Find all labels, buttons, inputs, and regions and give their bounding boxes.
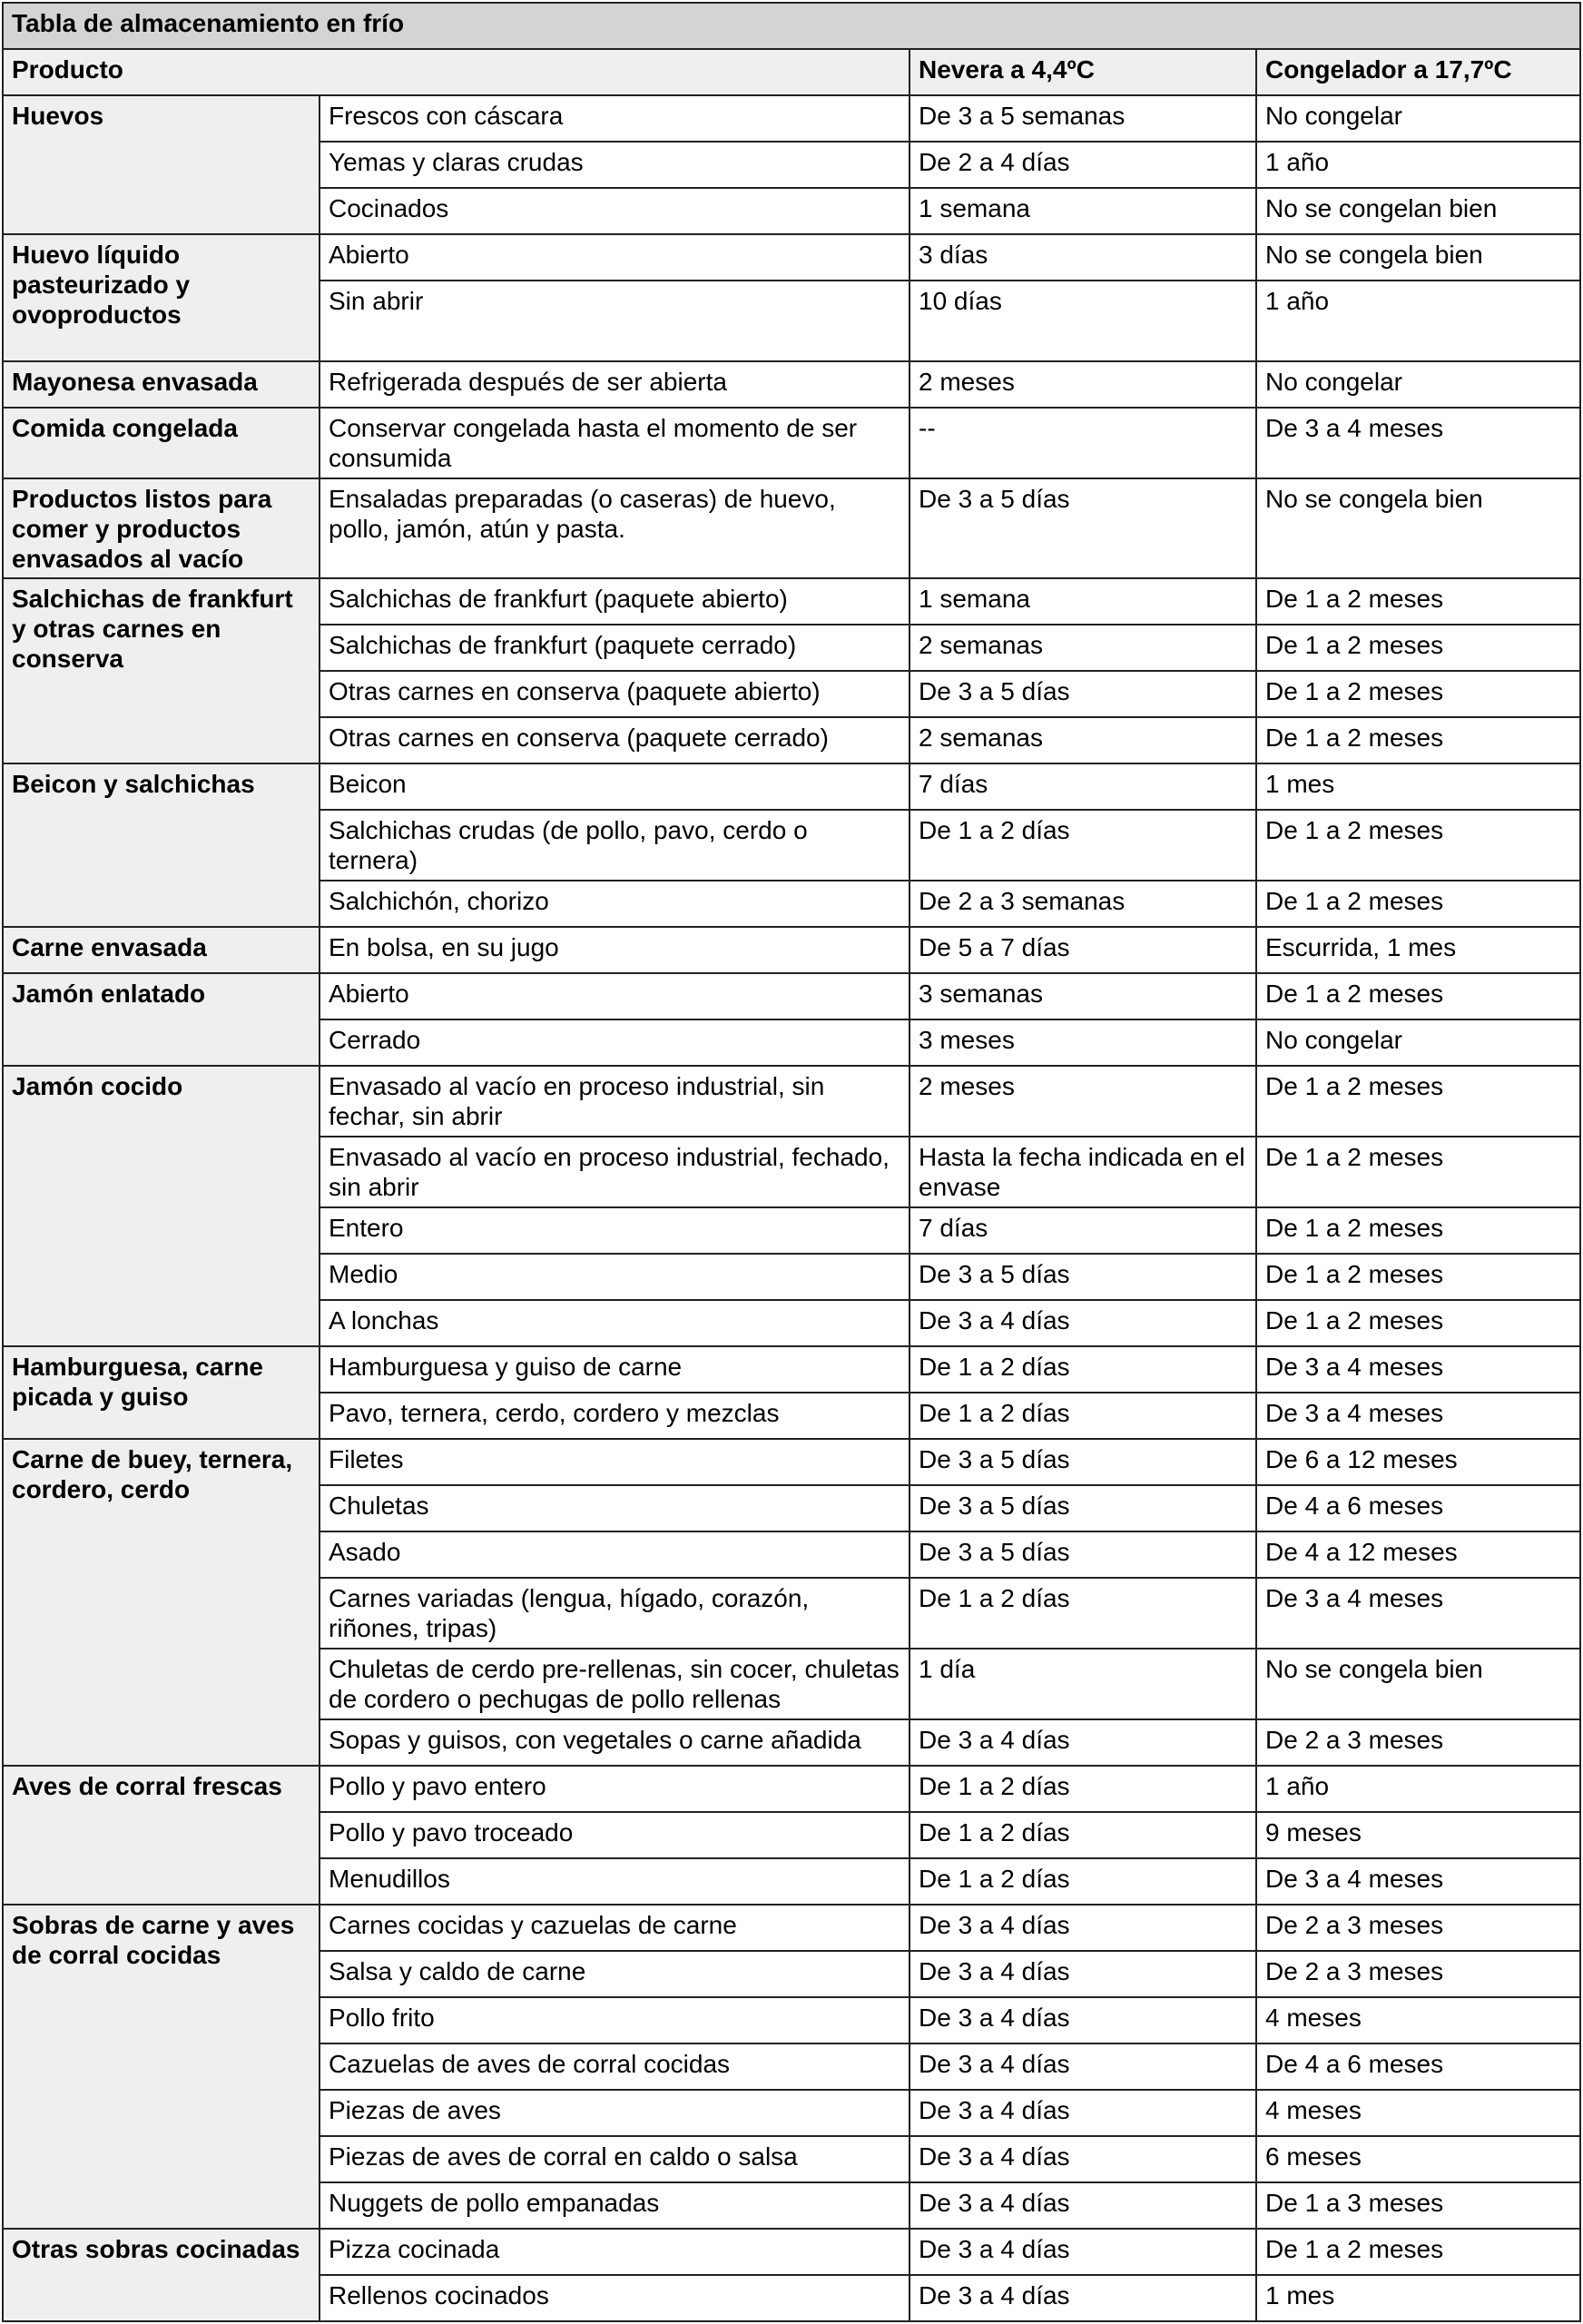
fridge-cell: De 3 a 4 días: [909, 2275, 1256, 2321]
fridge-cell: De 1 a 2 días: [909, 1393, 1256, 1439]
fridge-cell: De 3 a 4 días: [909, 1951, 1256, 1997]
freezer-cell: 4 meses: [1256, 1997, 1580, 2043]
fridge-cell: --: [909, 408, 1256, 478]
item-cell: Cocinados: [320, 188, 909, 234]
fridge-cell: 2 semanas: [909, 717, 1256, 763]
fridge-cell: Hasta la fecha indicada en el envase: [909, 1137, 1256, 1207]
item-cell: Refrigerada después de ser abierta: [320, 361, 909, 408]
freezer-cell: No se congela bien: [1256, 234, 1580, 281]
item-cell: Rellenos cocinados: [320, 2275, 909, 2321]
item-cell: Salsa y caldo de carne: [320, 1951, 909, 1997]
freezer-cell: De 1 a 2 meses: [1256, 1207, 1580, 1254]
table-row: [3, 234, 1580, 281]
freezer-cell: 9 meses: [1256, 1812, 1580, 1858]
item-cell: Envasado al vacío en proceso industrial, fechado, sin abrir: [320, 1137, 909, 1207]
freezer-cell: De 1 a 2 meses: [1256, 1254, 1580, 1300]
fridge-cell: 2 meses: [909, 1066, 1256, 1137]
item-cell: En bolsa, en su jugo: [320, 927, 909, 973]
fridge-cell: De 1 a 2 días: [909, 1766, 1256, 1812]
fridge-cell: 3 semanas: [909, 973, 1256, 1019]
table-row: [3, 1905, 1580, 1951]
freezer-cell: De 1 a 2 meses: [1256, 671, 1580, 717]
fridge-cell: De 3 a 5 días: [909, 1485, 1256, 1531]
item-cell: Cerrado: [320, 1019, 909, 1066]
item-cell: Cazuelas de aves de corral cocidas: [320, 2043, 909, 2090]
fridge-cell: De 2 a 3 semanas: [909, 881, 1256, 927]
product-name-cell: Salchichas de frankfurt y otras carnes en conserva: [3, 578, 320, 763]
table-body: [3, 95, 1580, 2321]
table-row: [3, 1066, 1580, 1137]
freezer-cell: No se congelan bien: [1256, 188, 1580, 234]
item-cell: Entero: [320, 1207, 909, 1254]
freezer-cell: De 1 a 3 meses: [1256, 2182, 1580, 2229]
freezer-cell: De 3 a 4 meses: [1256, 1393, 1580, 1439]
item-cell: A lonchas: [320, 1300, 909, 1346]
item-cell: Envasado al vacío en proceso industrial, sin fechar, sin abrir: [320, 1066, 909, 1137]
item-cell: Carnes variadas (lengua, hígado, corazón, riñones, tripas): [320, 1578, 909, 1649]
item-cell: Abierto: [320, 234, 909, 281]
freezer-cell: De 1 a 2 meses: [1256, 973, 1580, 1019]
product-name-cell: Beicon y salchichas: [3, 763, 320, 927]
item-cell: Hamburguesa y guiso de carne: [320, 1346, 909, 1393]
fridge-cell: De 3 a 4 días: [909, 1719, 1256, 1766]
product-name-cell: Carne de buey, ternera, cordero, cerdo: [3, 1439, 320, 1766]
freezer-cell: 1 año: [1256, 1766, 1580, 1812]
fridge-cell: De 3 a 5 semanas: [909, 95, 1256, 142]
fridge-cell: De 3 a 4 días: [909, 1997, 1256, 2043]
freezer-cell: 1 mes: [1256, 763, 1580, 810]
freezer-cell: De 4 a 6 meses: [1256, 1485, 1580, 1531]
fridge-cell: De 3 a 4 días: [909, 2182, 1256, 2229]
item-cell: Chuletas de cerdo pre-rellenas, sin cocer, chuletas de cordero o pechugas de pollo rellenas: [320, 1649, 909, 1719]
item-cell: Pizza cocinada: [320, 2229, 909, 2275]
freezer-cell: De 3 a 4 meses: [1256, 1858, 1580, 1905]
product-name-cell: Hamburguesa, carne picada y guiso: [3, 1346, 320, 1439]
freezer-cell: De 4 a 12 meses: [1256, 1531, 1580, 1578]
freezer-cell: De 1 a 2 meses: [1256, 1066, 1580, 1137]
table-row: [3, 578, 1580, 625]
product-name-cell: Productos listos para comer y productos envasados al vacío: [3, 478, 320, 578]
item-cell: Chuletas: [320, 1485, 909, 1531]
product-name-cell: Otras sobras cocinadas: [3, 2229, 320, 2321]
freezer-cell: De 1 a 2 meses: [1256, 810, 1580, 881]
freezer-cell: De 1 a 2 meses: [1256, 1137, 1580, 1207]
freezer-cell: De 2 a 3 meses: [1256, 1951, 1580, 1997]
freezer-cell: De 1 a 2 meses: [1256, 625, 1580, 671]
item-cell: Menudillos: [320, 1858, 909, 1905]
item-cell: Pollo y pavo entero: [320, 1766, 909, 1812]
item-cell: Pollo y pavo troceado: [320, 1812, 909, 1858]
fridge-cell: De 1 a 2 días: [909, 1578, 1256, 1649]
freezer-cell: De 3 a 4 meses: [1256, 1578, 1580, 1649]
header-product: Producto: [3, 49, 909, 95]
table-row: [3, 1439, 1580, 1485]
product-name-cell: Comida congelada: [3, 408, 320, 478]
table-row: [3, 973, 1580, 1019]
fridge-cell: 2 semanas: [909, 625, 1256, 671]
table-row: [3, 2229, 1580, 2275]
product-name-cell: Carne envasada: [3, 927, 320, 973]
item-cell: Salchichón, chorizo: [320, 881, 909, 927]
freezer-cell: No congelar: [1256, 361, 1580, 408]
item-cell: Frescos con cáscara: [320, 95, 909, 142]
item-cell: Filetes: [320, 1439, 909, 1485]
freezer-cell: De 2 a 3 meses: [1256, 1905, 1580, 1951]
item-cell: Carnes cocidas y cazuelas de carne: [320, 1905, 909, 1951]
freezer-cell: 1 año: [1256, 281, 1580, 361]
item-cell: Conservar congelada hasta el momento de ser consumida: [320, 408, 909, 478]
fridge-cell: 10 días: [909, 281, 1256, 361]
product-name-cell: Mayonesa envasada: [3, 361, 320, 408]
fridge-cell: De 3 a 5 días: [909, 1531, 1256, 1578]
fridge-cell: 3 días: [909, 234, 1256, 281]
fridge-cell: 2 meses: [909, 361, 1256, 408]
freezer-cell: De 1 a 2 meses: [1256, 2229, 1580, 2275]
item-cell: Piezas de aves de corral en caldo o salsa: [320, 2136, 909, 2182]
freezer-cell: De 1 a 2 meses: [1256, 717, 1580, 763]
item-cell: Sopas y guisos, con vegetales o carne añadida: [320, 1719, 909, 1766]
fridge-cell: De 5 a 7 días: [909, 927, 1256, 973]
item-cell: Sin abrir: [320, 281, 909, 361]
table-title: Tabla de almacenamiento en frío: [3, 3, 1580, 49]
freezer-cell: De 6 a 12 meses: [1256, 1439, 1580, 1485]
freezer-cell: De 1 a 2 meses: [1256, 578, 1580, 625]
fridge-cell: De 3 a 5 días: [909, 1254, 1256, 1300]
product-name-cell: Huevos: [3, 95, 320, 234]
table-row: [3, 1766, 1580, 1812]
table-row: [3, 1346, 1580, 1393]
fridge-cell: De 3 a 4 días: [909, 2136, 1256, 2182]
table-row: [3, 478, 1580, 578]
fridge-cell: De 3 a 4 días: [909, 1300, 1256, 1346]
freezer-cell: De 1 a 2 meses: [1256, 881, 1580, 927]
item-cell: Otras carnes en conserva (paquete abierto): [320, 671, 909, 717]
header-fridge: Nevera a 4,4ºC: [909, 49, 1256, 95]
table-row: [3, 361, 1580, 408]
fridge-cell: 7 días: [909, 1207, 1256, 1254]
fridge-cell: De 3 a 4 días: [909, 2043, 1256, 2090]
freezer-cell: De 1 a 2 meses: [1256, 1300, 1580, 1346]
item-cell: Asado: [320, 1531, 909, 1578]
fridge-cell: 7 días: [909, 763, 1256, 810]
freezer-cell: De 3 a 4 meses: [1256, 1346, 1580, 1393]
freezer-cell: No se congela bien: [1256, 478, 1580, 578]
header-row: [3, 49, 1580, 95]
fridge-cell: De 3 a 5 días: [909, 1439, 1256, 1485]
freezer-cell: 1 mes: [1256, 2275, 1580, 2321]
freezer-cell: No se congela bien: [1256, 1649, 1580, 1719]
product-name-cell: Jamón enlatado: [3, 973, 320, 1066]
fridge-cell: De 3 a 4 días: [909, 1905, 1256, 1951]
item-cell: Pavo, ternera, cerdo, cordero y mezclas: [320, 1393, 909, 1439]
item-cell: Salchichas de frankfurt (paquete cerrado): [320, 625, 909, 671]
table-row: [3, 927, 1580, 973]
product-name-cell: Jamón cocido: [3, 1066, 320, 1346]
product-name-cell: Huevo líquido pasteurizado y ovoproductos: [3, 234, 320, 361]
item-cell: Pollo frito: [320, 1997, 909, 2043]
freezer-cell: No congelar: [1256, 95, 1580, 142]
cold-storage-table: [2, 2, 1581, 2322]
item-cell: Piezas de aves: [320, 2090, 909, 2136]
fridge-cell: De 1 a 2 días: [909, 1858, 1256, 1905]
title-row: [3, 3, 1580, 49]
fridge-cell: 1 semana: [909, 578, 1256, 625]
item-cell: Salchichas de frankfurt (paquete abierto): [320, 578, 909, 625]
freezer-cell: De 3 a 4 meses: [1256, 408, 1580, 478]
fridge-cell: De 2 a 4 días: [909, 142, 1256, 188]
fridge-cell: De 3 a 4 días: [909, 2090, 1256, 2136]
item-cell: Otras carnes en conserva (paquete cerrado): [320, 717, 909, 763]
item-cell: Medio: [320, 1254, 909, 1300]
freezer-cell: No congelar: [1256, 1019, 1580, 1066]
fridge-cell: 3 meses: [909, 1019, 1256, 1066]
fridge-cell: 1 semana: [909, 188, 1256, 234]
freezer-cell: 4 meses: [1256, 2090, 1580, 2136]
table-row: [3, 95, 1580, 142]
header-freezer: Congelador a 17,7ºC: [1256, 49, 1580, 95]
fridge-cell: De 3 a 5 días: [909, 671, 1256, 717]
product-name-cell: Aves de corral frescas: [3, 1766, 320, 1905]
product-name-cell: Sobras de carne y aves de corral cocidas: [3, 1905, 320, 2229]
freezer-cell: De 4 a 6 meses: [1256, 2043, 1580, 2090]
freezer-cell: De 2 a 3 meses: [1256, 1719, 1580, 1766]
table-row: [3, 408, 1580, 478]
item-cell: Salchichas crudas (de pollo, pavo, cerdo o ternera): [320, 810, 909, 881]
fridge-cell: 1 día: [909, 1649, 1256, 1719]
freezer-cell: 6 meses: [1256, 2136, 1580, 2182]
item-cell: Nuggets de pollo empanadas: [320, 2182, 909, 2229]
freezer-cell: 1 año: [1256, 142, 1580, 188]
fridge-cell: De 1 a 2 días: [909, 810, 1256, 881]
item-cell: Beicon: [320, 763, 909, 810]
fridge-cell: De 3 a 4 días: [909, 2229, 1256, 2275]
table-row: [3, 763, 1580, 810]
freezer-cell: Escurrida, 1 mes: [1256, 927, 1580, 973]
item-cell: Yemas y claras crudas: [320, 142, 909, 188]
item-cell: Abierto: [320, 973, 909, 1019]
fridge-cell: De 3 a 5 días: [909, 478, 1256, 578]
item-cell: Ensaladas preparadas (o caseras) de huevo, pollo, jamón, atún y pasta.: [320, 478, 909, 578]
fridge-cell: De 1 a 2 días: [909, 1346, 1256, 1393]
fridge-cell: De 1 a 2 días: [909, 1812, 1256, 1858]
